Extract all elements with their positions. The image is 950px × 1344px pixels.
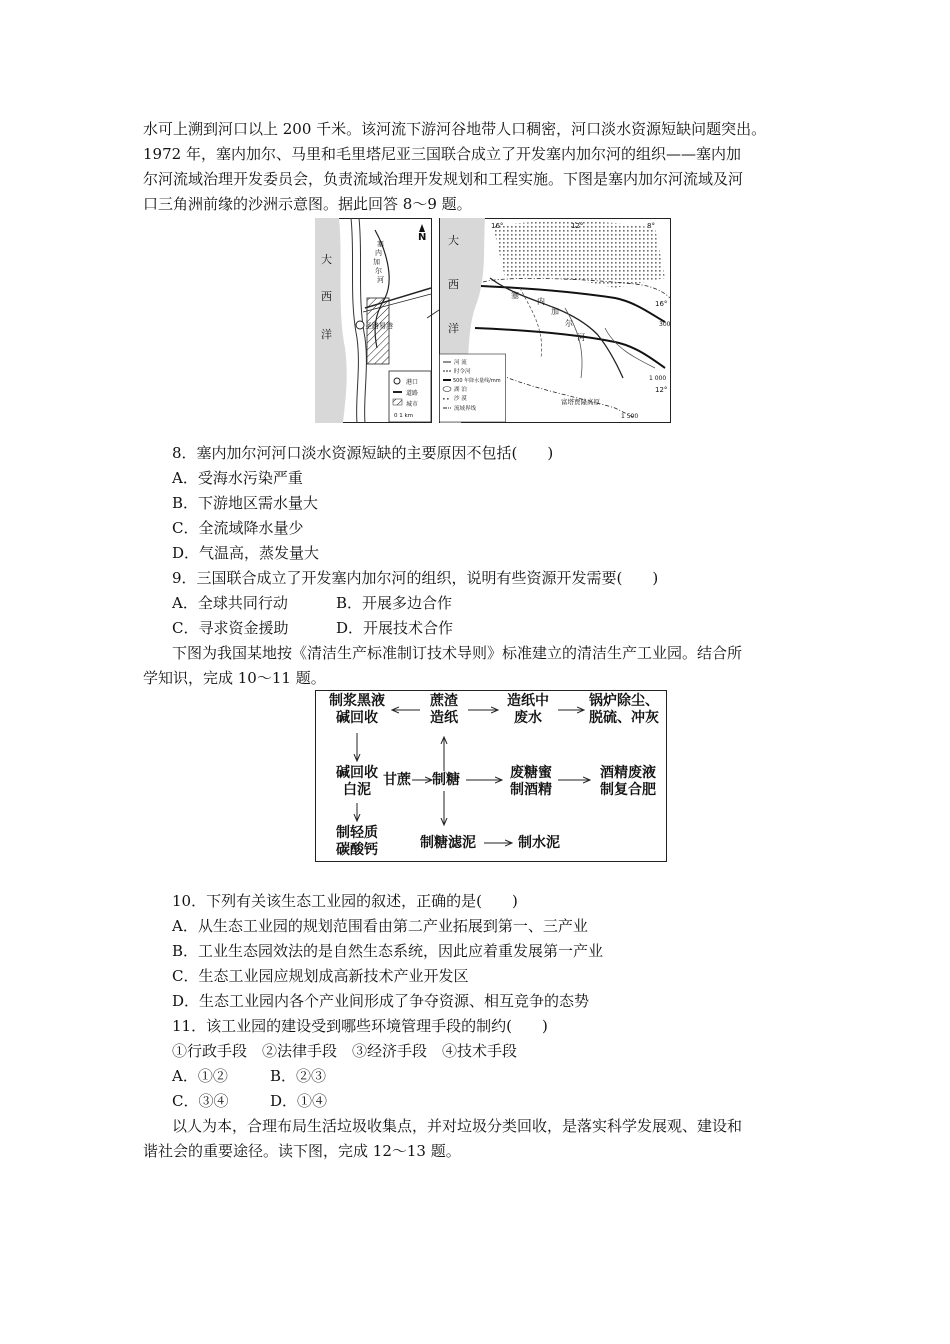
node-sugarcane: 甘蔗 (383, 772, 411, 788)
left-river-char-5: 河 (377, 276, 384, 284)
q11-items: ①行政手段 ②法律手段 ③经济手段 ④技术手段 (172, 1042, 518, 1060)
q9-option-a[interactable]: A．全球共同行动 (172, 594, 288, 612)
deg-right-1: 16° (655, 300, 668, 308)
north-arrow: N (418, 232, 427, 243)
iso-300: 300 (659, 321, 671, 328)
legend-lake: 湖 泊 (454, 387, 467, 393)
legend-seasonal: 时令河 (454, 369, 471, 375)
q8-option-d[interactable]: D．气温高，蒸发量大 (172, 544, 320, 562)
river-char-1: 塞 (511, 291, 519, 300)
node-bagasse-paper: 蔗渣 造纸 (430, 693, 458, 726)
iso-1500: 1 500 (621, 413, 639, 420)
q10-option-a[interactable]: A．从生态工业园的规划范围看由第二产业拓展到第一、三产业 (172, 917, 588, 935)
q8-option-b[interactable]: B．下游地区需水量大 (172, 494, 319, 512)
left-river-char-1: 塞 (377, 240, 384, 248)
iso-1000: 1 000 (649, 375, 667, 382)
node-cement: 制水泥 (518, 835, 560, 851)
intro-line-2: 1972 年，塞内加尔、马里和毛里塔尼亚三国联合成立了开发塞内加尔河的组织——塞内加 (143, 145, 741, 163)
eco-industrial-flowchart (315, 690, 667, 862)
city-label: 圣路易港 (365, 322, 393, 330)
intro-line-4: 口三角洲前缘的沙洲示意图。据此回答 8～9 题。 (143, 195, 472, 213)
river-char-5: 河 (577, 333, 585, 342)
river-char-2: 内 (537, 297, 545, 306)
q10-option-c[interactable]: C．生态工业园应规划成高新技术产业开发区 (172, 967, 469, 985)
q11-option-c[interactable]: C．③④ (172, 1092, 229, 1110)
node-sugar: 制糖 (432, 772, 460, 788)
q8-stem: 8．塞内加尔河河口淡水资源短缺的主要原因不包括( ) (172, 444, 554, 462)
right-ocean-char-3: 洋 (448, 322, 459, 335)
senegal-river-map (315, 218, 671, 423)
q9-option-c[interactable]: C．寻求资金援助 (172, 619, 289, 637)
node-filter-mud: 制糖滤泥 (420, 835, 476, 851)
river-char-4: 尔 (565, 319, 573, 328)
legend-desert: 沙 漠 (454, 396, 467, 402)
left-ocean-char-3: 洋 (321, 328, 332, 341)
intro-line-1: 水可上溯到河口以上 200 千米。该河流下游河谷地带人口稠密，河口淡水资源短缺问题突出。 (143, 120, 767, 138)
node-fertilizer: 酒精废液 制复合肥 (600, 765, 656, 798)
q11-option-b[interactable]: B．②③ (270, 1067, 327, 1085)
node-boiler: 锅炉除尘、 脱硫、冲灰 (589, 693, 659, 726)
node-paper-wastewater: 造纸中 废水 (507, 693, 549, 726)
q10-option-b[interactable]: B．工业生态园效法的是自然生态系统，因此应着重发展第一产业 (172, 942, 604, 960)
legend-road: 道路 (406, 390, 419, 397)
legend-boundary: 流域界线 (454, 406, 477, 412)
legend-port: 港口 (406, 379, 419, 386)
left-river-char-3: 加 (373, 258, 380, 266)
q11-stem: 11．该工业园的建设受到哪些环境管理手段的制约( ) (172, 1017, 548, 1035)
plateau-label: 富塔贾隆高原 (561, 398, 600, 406)
q9-stem: 9．三国联合成立了开发塞内加尔河的组织，说明有些资源开发需要( ) (172, 569, 659, 587)
node-molasses-alcohol: 废糖蜜 制酒精 (510, 765, 552, 798)
legend-river: 河 流 (454, 360, 467, 366)
left-river-char-4: 尔 (375, 267, 382, 275)
river-char-3: 加 (551, 307, 559, 316)
q11-option-a[interactable]: A．①② (172, 1067, 228, 1085)
q10-stem: 10．下列有关该生态工业园的叙述，正确的是( ) (172, 892, 518, 910)
q10-option-d[interactable]: D．生态工业园内各个产业间形成了争夺资源、相互竞争的态势 (172, 992, 590, 1010)
para3-line-1: 以人为本，合理布局生活垃圾收集点，并对垃圾分类回收，是落实科学发展观、建设和 (172, 1117, 743, 1135)
deg-top-3: 8° (647, 222, 655, 230)
left-river-char-2: 内 (375, 249, 382, 257)
scale-label: 0 1 km (394, 413, 414, 419)
right-ocean-char-1: 大 (448, 234, 459, 247)
q8-option-a[interactable]: A．受海水污染严重 (172, 469, 303, 487)
q9-option-d[interactable]: D．开展技术合作 (336, 619, 454, 637)
para3-line-2: 谐社会的重要途径。读下图，完成 12～13 题。 (143, 1142, 461, 1160)
basin-map (440, 218, 671, 423)
deg-top-2: 12° (571, 222, 584, 230)
q11-option-d[interactable]: D．①④ (270, 1092, 328, 1110)
intro-line-3: 尔河流域治理开发委员会，负责流域治理开发规划和工程实施。下图是塞内加尔河流域及河 (143, 170, 744, 188)
legend-city: 城市 (406, 401, 419, 408)
left-ocean-char-1: 大 (321, 253, 332, 266)
para2-line-1: 下图为我国某地按《清洁生产标准制订技术导则》标准建立的清洁生产工业园。结合所 (172, 644, 743, 662)
deg-top-1: 16° (491, 222, 504, 230)
deg-right-2: 12° (655, 386, 668, 394)
node-white-mud: 碱回收 白泥 (336, 765, 378, 798)
node-caco3: 制轻质 碳酸钙 (336, 825, 378, 858)
node-black-liquor: 制浆黑液 碱回收 (329, 693, 385, 726)
delta-inset-map (315, 218, 432, 423)
left-ocean-char-2: 西 (321, 290, 332, 303)
right-ocean-char-2: 西 (448, 278, 459, 291)
q9-option-b[interactable]: B．开展多边合作 (336, 594, 453, 612)
q8-option-c[interactable]: C．全流域降水量少 (172, 519, 304, 537)
legend-isohyet: 500 年降水量线/mm (453, 378, 501, 384)
para2-line-2: 学知识，完成 10～11 题。 (143, 669, 326, 687)
